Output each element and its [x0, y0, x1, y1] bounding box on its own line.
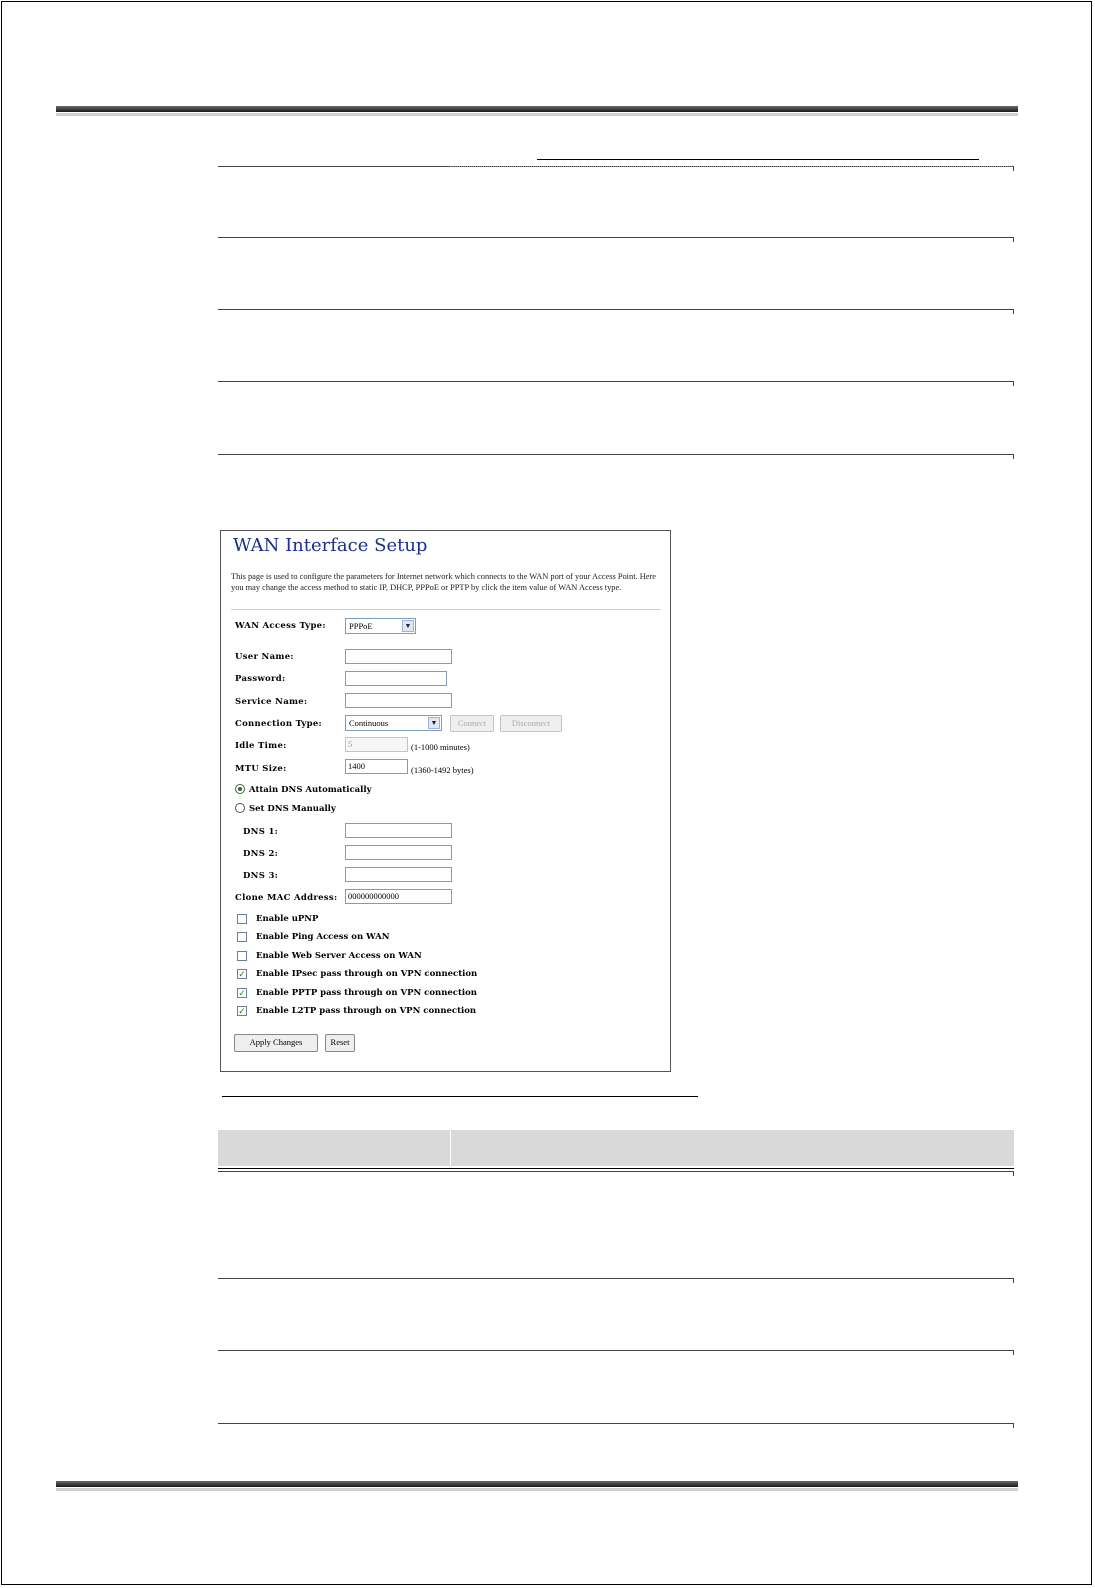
reset-button[interactable]: Reset — [325, 1034, 355, 1052]
row-tick — [1013, 381, 1014, 386]
clone-mac-label: Clone MAC Address: — [235, 893, 338, 903]
user-name-label: User Name: — [235, 652, 294, 662]
dns2-input[interactable] — [345, 845, 452, 860]
chevron-down-icon: ▼ — [428, 717, 440, 729]
enable-ping-label: Enable Ping Access on WAN — [256, 932, 390, 942]
row-tick — [1013, 1171, 1014, 1176]
apply-changes-button[interactable]: Apply Changes — [234, 1034, 318, 1052]
wan-access-type-select[interactable] — [345, 618, 416, 634]
row-tick — [1013, 237, 1014, 242]
dns2-label: DNS 2: — [243, 849, 279, 859]
mtu-size-input[interactable]: 1400 — [345, 759, 408, 774]
enable-l2tp-checkbox[interactable]: ✓ — [238, 1006, 246, 1016]
table-header — [218, 1130, 1014, 1166]
connection-type-select[interactable] — [345, 715, 442, 731]
connect-button[interactable]: Connect — [450, 715, 494, 732]
panel-description: This page is used to configure the parameters for Internet network which connects to the WAN port of your Access Point. Here you may change the access method to static IP, DHCP, PPPoE or PPTP by click the item value of WAN Access type. — [231, 572, 656, 592]
footer-rule — [56, 1481, 1018, 1487]
header-rule-shadow — [56, 113, 1018, 116]
enable-web-server-checkbox[interactable] — [237, 951, 247, 961]
connection-type-value: Continuous — [349, 718, 389, 728]
chevron-down-icon: ▼ — [402, 620, 414, 632]
table-top-row-line-4 — [218, 381, 1014, 382]
user-name-input[interactable] — [345, 649, 452, 664]
enable-ipsec-label: Enable IPsec pass through on VPN connection — [256, 969, 478, 979]
table-top-row-line-2 — [218, 237, 1014, 238]
table-top-row-dots-1 — [450, 166, 1014, 167]
row-tick — [1013, 1350, 1014, 1355]
panel-separator — [231, 609, 661, 610]
table-top-row-line-5 — [218, 454, 1014, 455]
connection-type-label: Connection Type: — [235, 719, 322, 729]
table-bottom-row-line-4 — [218, 1423, 1014, 1424]
table-header-bottom-rule — [218, 1168, 1014, 1169]
dns-manual-label: Set DNS Manually — [249, 804, 336, 814]
dns-auto-label: Attain DNS Automatically — [249, 785, 372, 795]
dns-manual-radio[interactable] — [235, 803, 245, 813]
wan-interface-panel — [220, 530, 671, 1072]
top-caption-underline — [537, 159, 979, 160]
row-tick — [1013, 309, 1014, 314]
header-rule — [56, 106, 1018, 112]
table-header-divider — [450, 1130, 451, 1166]
dns1-input[interactable] — [345, 823, 452, 838]
password-label: Password: — [235, 674, 286, 684]
enable-ping-checkbox[interactable] — [237, 932, 247, 942]
table-bottom-row-line-3 — [218, 1350, 1014, 1351]
enable-web-server-label: Enable Web Server Access on WAN — [256, 951, 422, 961]
dns1-label: DNS 1: — [243, 827, 279, 837]
dns3-input[interactable] — [345, 867, 452, 882]
mtu-size-label: MTU Size: — [235, 764, 287, 774]
enable-upnp-checkbox[interactable] — [237, 914, 247, 924]
service-name-label: Service Name: — [235, 697, 308, 707]
idle-time-note: (1-1000 minutes) — [411, 742, 470, 752]
wan-access-type-value: PPPoE — [349, 621, 373, 631]
table-bottom-row-line-2 — [218, 1278, 1014, 1279]
enable-l2tp-label: Enable L2TP pass through on VPN connection — [256, 1006, 477, 1016]
row-tick — [1013, 454, 1014, 459]
idle-time-input[interactable]: 5 — [345, 737, 408, 752]
enable-upnp-label: Enable uPNP — [256, 914, 319, 924]
row-tick — [1013, 1423, 1014, 1428]
clone-mac-input[interactable]: 000000000000 — [345, 889, 452, 904]
mtu-size-note: (1360-1492 bytes) — [411, 765, 474, 775]
table-top-row-line-3 — [218, 309, 1014, 310]
dns-auto-radio[interactable] — [235, 784, 245, 794]
panel-title: WAN Interface Setup — [233, 535, 428, 556]
row-tick — [1013, 166, 1014, 171]
row-tick — [1013, 1278, 1014, 1283]
enable-pptp-label: Enable PPTP pass through on VPN connection — [256, 988, 477, 998]
figure-caption-underline — [222, 1096, 698, 1097]
dns3-label: DNS 3: — [243, 871, 279, 881]
table-bottom-row-line-1 — [218, 1171, 1014, 1172]
service-name-input[interactable] — [345, 693, 452, 708]
idle-time-label: Idle Time: — [235, 741, 287, 751]
password-input[interactable] — [345, 671, 447, 686]
wan-access-type-label: WAN Access Type: — [235, 621, 326, 631]
enable-ipsec-checkbox[interactable]: ✓ — [238, 969, 246, 979]
footer-rule-shadow — [56, 1488, 1018, 1491]
disconnect-button[interactable]: Disconnect — [500, 715, 562, 732]
enable-pptp-checkbox[interactable]: ✓ — [238, 988, 246, 998]
